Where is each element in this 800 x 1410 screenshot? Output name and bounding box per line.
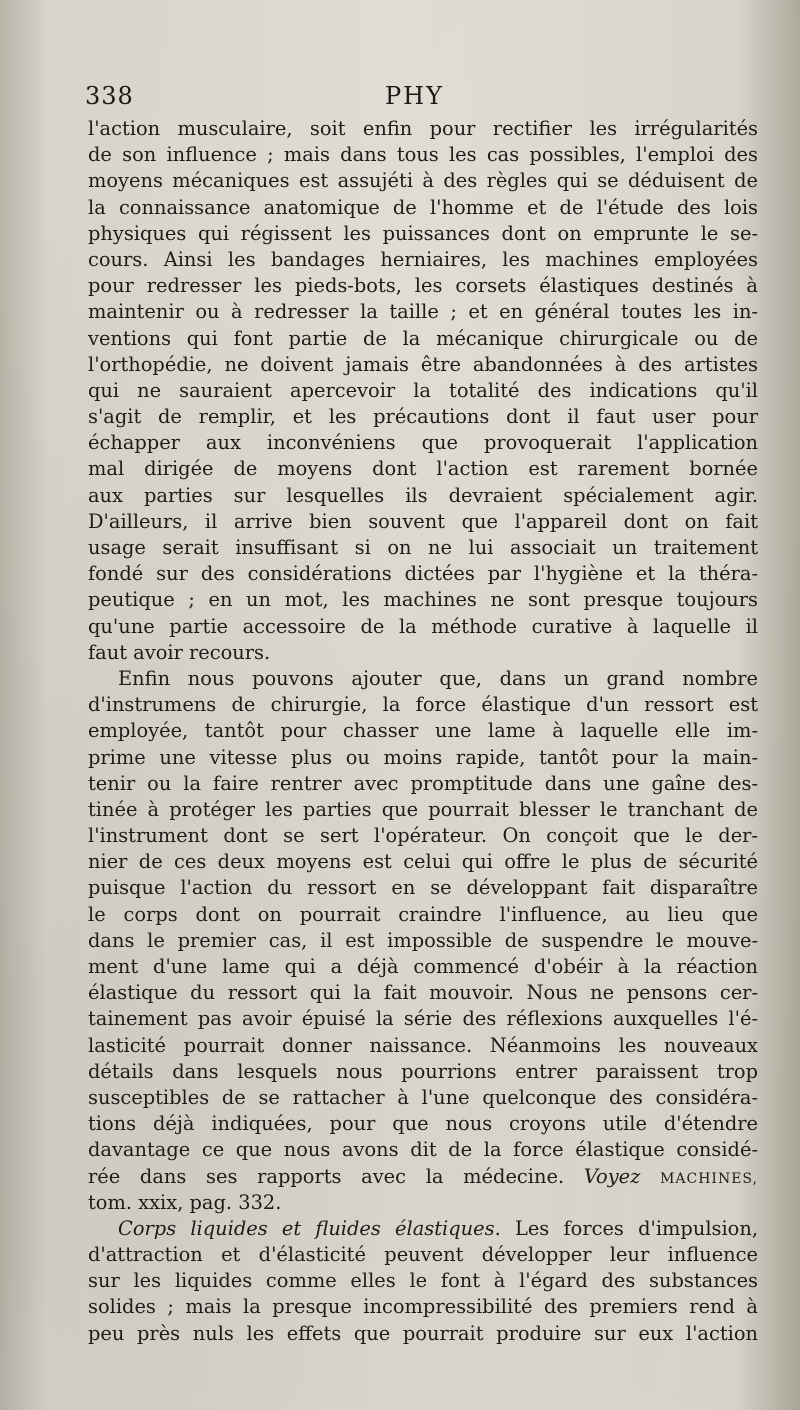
text-line: maintenir ou à redresser la taille ; et en général toutes les in-: [88, 300, 758, 324]
text-line: susceptibles de se rattacher à l'une quelconque des considéra-: [88, 1085, 758, 1109]
text-line: cours. Ainsi les bandages herniaires, les machines employées: [88, 247, 758, 271]
text-line: le corps dont on pourrait craindre l'influence, au lieu que: [88, 902, 758, 926]
text-line: employée, tantôt pour chasser une lame à laquelle elle im-: [88, 719, 758, 743]
text-line: physiques qui régissent les puissances dont on emprunte le se-: [88, 221, 758, 245]
text-line: s'agit de remplir, et les précautions dont il faut user pour: [88, 405, 758, 429]
page-number: 338: [85, 82, 134, 110]
text-line: tenir ou la faire rentrer avec promptitude dans une gaîne des-: [88, 771, 758, 795]
running-head-title: PHY: [385, 82, 444, 110]
text-line: ventions qui font partie de la mécanique chirurgicale ou de: [88, 326, 758, 350]
text-line: de son influence ; mais dans tous les cas possibles, l'emploi des: [88, 143, 758, 167]
text-line: Enfin nous pouvons ajouter que, dans un grand nombre: [118, 666, 758, 690]
running-head: [85, 82, 760, 118]
text-line: ment d'une lame qui a déjà commencé d'obéir à la réaction: [88, 955, 758, 978]
text-line: sur les liquides comme elles le font à l'égard des substances: [88, 1269, 758, 1293]
text-line: tions déjà indiquées, pour que nous croyons utile d'étendre: [88, 1112, 758, 1136]
text-line: prime une vitesse plus ou moins rapide, tantôt pour la main-: [88, 745, 758, 769]
text-line: tinée à protéger les parties que pourrait blesser le tranchant de: [88, 797, 758, 821]
text-line: pour redresser les pieds-bots, les corsets élastiques destinés à: [88, 274, 758, 298]
text-line: moyens mécaniques est assujéti à des règles qui se déduisent de: [88, 169, 758, 193]
text-line-cross-reference: [88, 1164, 758, 1190]
text-line: faut avoir recours.: [88, 640, 271, 664]
text-line: qu'une partie accessoire de la méthode curative à laquelle il: [88, 614, 758, 638]
text-line: détails dans lesquels nous pourrions entrer paraissent trop: [88, 1059, 758, 1083]
text-line: tom. xxix, pag. 332.: [88, 1190, 282, 1214]
text-line: nier de ces deux moyens est celui qui offre le plus de sécurité: [88, 850, 758, 874]
text-line: d'attraction et d'élasticité peuvent développer leur influence: [88, 1243, 758, 1267]
body-text: [88, 116, 758, 1347]
text-line: l'instrument dont se sert l'opérateur. On conçoit que le der-: [88, 824, 758, 848]
text-line: l'action musculaire, soit enfin pour rectifier les irrégularités: [88, 117, 758, 140]
text-line: aux parties sur lesquelles ils devraient spécialement agir.: [88, 483, 758, 507]
text-line: puisque l'action du ressort en se développant fait disparaître: [88, 876, 758, 900]
text-line: usage serait insuffisant si on ne lui associait un traitement: [88, 536, 758, 559]
text-line: peu près nuls les effets que pourrait produire sur eux l'action: [88, 1321, 758, 1345]
machines-small-caps: MACHINES,: [660, 1170, 758, 1187]
text-line: D'ailleurs, il arrive bien souvent que l'appareil dont on fait: [88, 509, 758, 533]
text-line: élastique du ressort qui la fait mouvoir. Nous ne pensons cer-: [88, 981, 758, 1005]
text-line: mal dirigée de moyens dont l'action est rarement bornée: [88, 457, 758, 481]
text-line: d'instrumens de chirurgie, la force élastique d'un ressort est: [88, 693, 758, 717]
text-line: dans le premier cas, il est impossible de suspendre le mouve-: [88, 928, 758, 952]
text-run: rée dans ses rapports avec la médecine.: [88, 1164, 565, 1188]
text-run: Les forces d'impulsion,: [514, 1216, 758, 1240]
text-line: peutique ; en un mot, les machines ne sont presque toujours: [88, 588, 758, 612]
text-line: lasticité pourrait donner naissance. Néanmoins les nouveaux: [88, 1033, 758, 1057]
text-line: fondé sur des considérations dictées par l'hygiène et la théra-: [88, 562, 758, 586]
text-line: davantage ce que nous avons dit de la force élastique considé-: [88, 1138, 758, 1162]
text-line: qui ne sauraient apercevoir la totalité des indications qu'il: [88, 378, 758, 402]
voyez-italic: Voyez: [583, 1164, 641, 1188]
section-subheading: Corps liquides et fluides élastiques.: [118, 1216, 501, 1240]
text-line: solides ; mais la presque incompressibilité des premiers rend à: [88, 1295, 758, 1319]
text-line: tainement pas avoir épuisé la série des réflexions auxquelles l'é-: [88, 1007, 758, 1031]
text-line-subheading: [88, 1216, 758, 1242]
text-line: l'orthopédie, ne doivent jamais être abandonnées à des artistes: [88, 352, 758, 376]
text-line: échapper aux inconvéniens que provoquerait l'application: [88, 431, 758, 455]
text-line: la connaissance anatomique de l'homme et de l'étude des lois: [88, 195, 758, 219]
